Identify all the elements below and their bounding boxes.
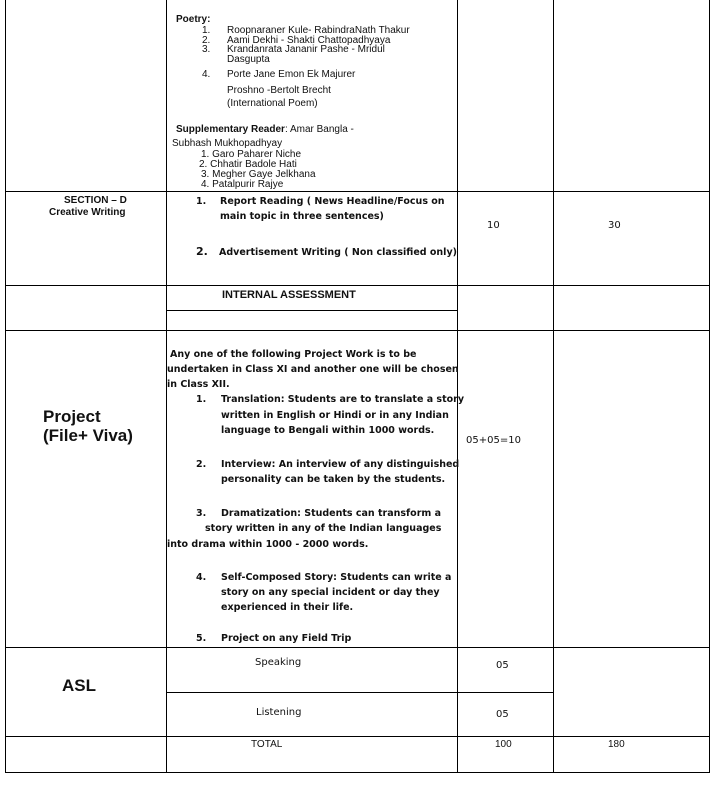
poetry-item-2: Aami Dekhi - Shakti Chattopadhyaya <box>227 35 391 46</box>
asl-listening-label: Listening <box>256 707 302 718</box>
section-d-item-2-num: 2. <box>196 245 208 258</box>
table-bottom-border <box>5 772 710 773</box>
project-item-4-line-1: Self-Composed Story: Students can write a <box>221 572 452 583</box>
project-item-1-num: 1. <box>196 394 207 405</box>
supplementary-label: Supplementary Reader <box>176 124 285 135</box>
row-divider-asl <box>5 647 710 648</box>
supplementary-item-2: 2. Chhatir Badole Hati <box>199 159 297 170</box>
total-marks: 100 <box>495 739 512 750</box>
poetry-item-3-num: 3. <box>202 44 211 55</box>
project-marks: 05+05=10 <box>466 435 521 446</box>
column-divider-2 <box>457 0 458 773</box>
poetry-item-4-line-2: Proshno -Bertolt Brecht <box>227 85 331 96</box>
supplementary-book: : Amar Bangla - <box>284 124 354 135</box>
asl-title: ASL <box>62 676 96 695</box>
section-d-total: 30 <box>608 220 621 231</box>
row-divider-total <box>5 736 710 737</box>
project-item-1-line-1: Translation: Students are to translate a story <box>221 394 465 405</box>
supplementary-item-1: 1. Garo Paharer Niche <box>201 149 302 160</box>
project-title: Project <box>43 407 101 426</box>
internal-assessment-heading: INTERNAL ASSESSMENT <box>222 289 356 301</box>
project-intro-line-3: in Class XII. <box>167 379 230 390</box>
project-item-3-line-2: story written in any of the Indian languages <box>205 523 442 534</box>
row-divider-internal-inner <box>166 310 458 311</box>
project-item-3-num: 3. <box>196 508 207 519</box>
project-item-3-line-3: into drama within 1000 - 2000 words. <box>167 539 369 550</box>
table-left-border <box>5 0 6 773</box>
project-item-3-line-1: Dramatization: Students can transform a <box>221 508 442 519</box>
supplementary-title <box>176 125 354 135</box>
asl-speaking-label: Speaking <box>255 657 302 668</box>
section-d-item-1-num: 1. <box>196 196 207 207</box>
project-item-4-line-2: story on any special incident or day they <box>221 587 440 598</box>
total-label: TOTAL <box>251 739 283 750</box>
table-right-border <box>709 0 710 773</box>
project-intro-line-1: Any one of the following Project Work is to be <box>170 349 417 360</box>
asl-listening-marks: 05 <box>496 709 509 720</box>
total-grand: 180 <box>608 739 625 750</box>
supplementary-item-3: 3. Megher Gaye Jelkhana <box>201 169 316 180</box>
poetry-item-4-line-3: (International Poem) <box>227 98 318 109</box>
project-subtitle: (File+ Viva) <box>43 426 133 445</box>
poetry-item-4-num: 4. <box>202 69 211 80</box>
supplementary-item-4: 4. Patalpurir Rajye <box>201 179 284 190</box>
column-divider-3 <box>553 0 554 773</box>
row-divider-internal <box>5 285 710 286</box>
project-item-5: Project on any Field Trip <box>221 633 352 644</box>
poetry-item-1: Roopnaraner Kule- RabindraNath Thakur <box>227 25 410 36</box>
project-item-5-num: 5. <box>196 633 207 644</box>
row-divider-project <box>5 330 710 331</box>
poetry-item-4-line-1: Porte Jane Emon Ek Majurer <box>227 69 356 80</box>
project-item-1-line-2: written in English or Hindi or in any Indian <box>221 410 449 421</box>
section-d-item-2: Advertisement Writing ( Non classified only) <box>219 247 457 258</box>
poetry-item-1-num: 1. <box>202 25 211 36</box>
poetry-item-2-num: 2. <box>202 35 211 46</box>
project-item-2-num: 2. <box>196 459 207 470</box>
project-item-2-line-2: personality can be taken by the students. <box>221 474 446 485</box>
project-item-4-num: 4. <box>196 572 207 583</box>
project-intro-line-2: undertaken in Class XI and another one will be chosen <box>167 364 459 375</box>
section-d-marks: 10 <box>487 220 500 231</box>
section-d-title: SECTION – D <box>64 195 127 206</box>
row-divider-asl-inner <box>166 692 554 693</box>
supplementary-author: Subhash Mukhopadhyay <box>172 138 283 149</box>
project-item-2-line-1: Interview: An interview of any distinguished <box>221 459 460 470</box>
project-item-4-line-3: experienced in their life. <box>221 602 354 613</box>
project-item-1-line-3: language to Bengali within 1000 words. <box>221 425 435 436</box>
section-d-item-1-line-1: Report Reading ( News Headline/Focus on <box>220 196 445 207</box>
section-d-subtitle: Creative Writing <box>49 207 126 218</box>
poetry-item-3-line-2: Dasgupta <box>227 54 270 65</box>
poetry-heading: Poetry: <box>176 14 211 25</box>
row-divider-section-d <box>5 191 710 192</box>
section-d-item-1-line-2: main topic in three sentences) <box>220 211 384 222</box>
asl-speaking-marks: 05 <box>496 660 509 671</box>
poetry-item-3-line-1: Krandanrata Jananir Pashe - Mridul <box>227 44 385 55</box>
